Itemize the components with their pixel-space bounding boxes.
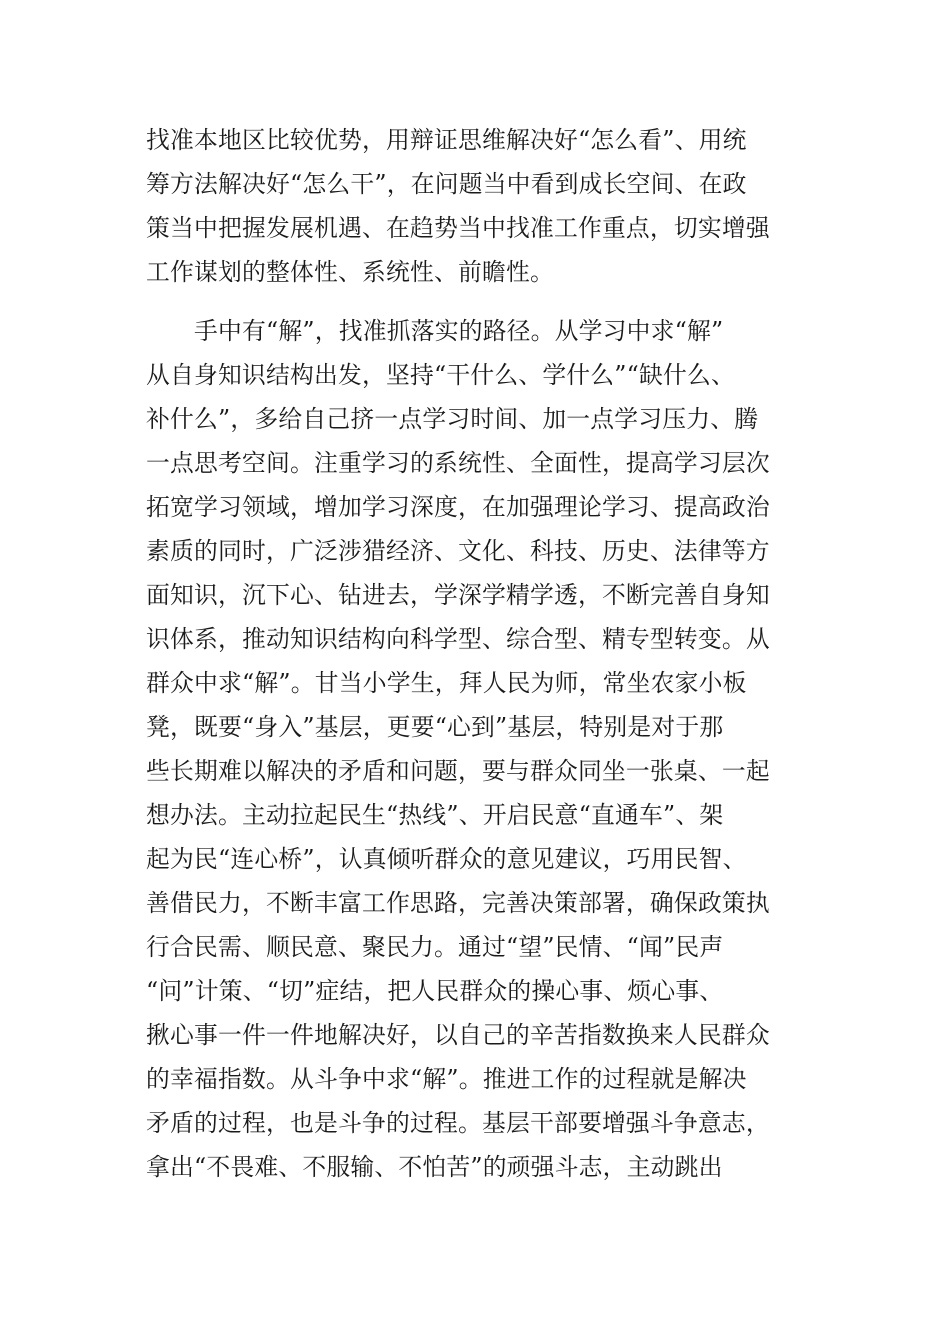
text-line: 起为民“连心桥”，认真倾听群众的意见建议，巧用民智、 [146,845,747,873]
paragraph-1 [146,118,810,294]
text-line: 素质的同时，广泛涉猎经济、文化、科技、历史、法律等方 [146,537,770,565]
text-line: 揪心事一件一件地解决好，以自己的辛苦指数换来人民群众 [146,1021,770,1049]
text-line: 从自身知识结构出发，坚持“干什么、学什么”“缺什么、 [146,361,736,389]
text-line: 一点思考空间。注重学习的系统性、全面性，提高学习层次 [146,449,770,477]
paragraph-2 [146,309,810,1189]
document-body [146,118,810,1189]
text-line: 的幸福指数。从斗争中求“解”。推进工作的过程就是解决 [146,1065,747,1093]
paragraph-gap [146,294,810,309]
text-line: 行合民需、顺民意、聚民力。通过“望”民情、“闻”民声 [146,933,724,961]
text-line: 群众中求“解”。甘当小学生，拜人民为师，常坐农家小板 [146,669,747,697]
text-line: 找准本地区比较优势，用辩证思维解决好“怎么看”、用统 [146,126,747,154]
text-line: 工作谋划的整体性、系统性、前瞻性。 [146,258,554,286]
text-line: “问”计策、“切”症结，把人民群众的操心事、烦心事、 [146,977,724,1005]
text-line: 善借民力，不断丰富工作思路，完善决策部署，确保政策执 [146,889,770,917]
text-line: 凳，既要“身入”基层，更要“心到”基层，特别是对于那 [146,713,724,741]
text-line: 策当中把握发展机遇、在趋势当中找准工作重点，切实增强 [146,214,770,242]
text-line: 拿出“不畏难、不服输、不怕苦”的顽强斗志，主动跳出 [146,1153,723,1181]
text-line: 些长期难以解决的矛盾和问题，要与群众同坐一张桌、一起 [146,757,770,785]
text-line: 筹方法解决好“怎么干”，在问题当中看到成长空间、在政 [146,170,747,198]
text-line: 补什么”，多给自己挤一点学习时间、加一点学习压力、腾 [146,405,759,433]
text-line: 识体系，推动知识结构向科学型、综合型、精专型转变。从 [146,625,770,653]
text-line: 想办法。主动拉起民生“热线”、开启民意“直通车”、架 [146,801,724,829]
text-line: 手中有“解”，找准抓落实的路径。从学习中求“解” [146,317,724,345]
text-line: 面知识，沉下心、钻进去，学深学精学透，不断完善自身知 [146,581,770,609]
text-line: 拓宽学习领域，增加学习深度，在加强理论学习、提高政治 [146,493,770,521]
text-line: 矛盾的过程，也是斗争的过程。基层干部要增强斗争意志， [146,1109,770,1137]
